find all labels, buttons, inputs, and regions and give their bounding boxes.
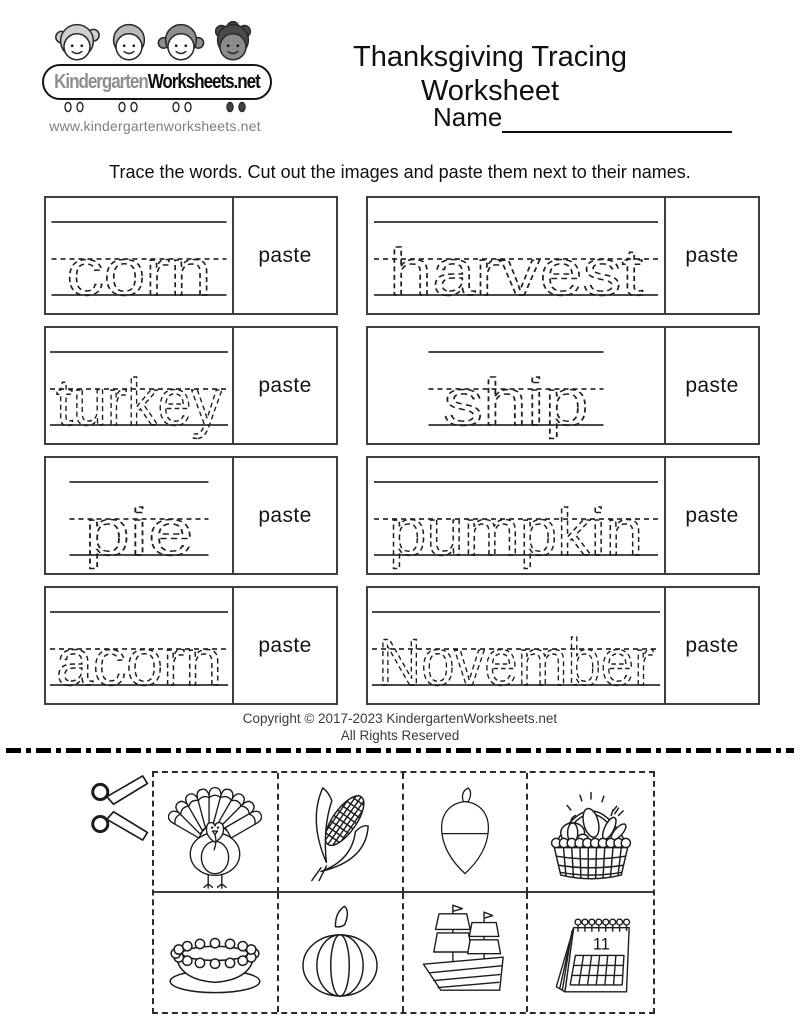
cut-image-ship <box>404 893 529 1013</box>
kids-feet-icon <box>42 99 267 115</box>
cut-image-harvest-basket <box>528 773 653 893</box>
paste-area: paste <box>664 198 758 313</box>
trace-word-area <box>368 588 664 703</box>
pie-art <box>159 901 271 1004</box>
cut-image-calendar <box>528 893 653 1013</box>
cut-image-pie <box>154 893 279 1013</box>
paste-area: paste <box>232 588 336 703</box>
tracing-word-svg <box>46 198 232 313</box>
copyright-line-2: All Rights Reserved <box>340 728 460 743</box>
paste-area: paste <box>664 328 758 443</box>
acorn-art <box>421 784 509 880</box>
tracing-word-svg <box>368 588 664 703</box>
scissors-icon <box>88 768 154 848</box>
tracing-box-acorn <box>44 586 338 705</box>
tracing-word-svg <box>46 328 232 443</box>
logo-url: www.kindergartenworksheets.net <box>49 118 261 134</box>
corn-art <box>290 777 390 886</box>
tracing-word-svg <box>46 588 232 703</box>
harvest-basket-art <box>536 777 646 887</box>
traceable-word: turkey <box>56 365 222 439</box>
traceable-word: corn <box>66 235 212 309</box>
brand-black-part: Worksheets.net <box>147 70 260 93</box>
brand-text <box>54 71 260 94</box>
brand-gray-part: Kindergarten <box>54 70 148 93</box>
name-blank-line <box>502 103 732 133</box>
traceable-word: acorn <box>56 625 222 699</box>
cut-image-turkey <box>154 773 279 893</box>
tracing-box-ship <box>366 326 760 445</box>
ship-art <box>413 900 517 1004</box>
traceable-word: November <box>378 625 654 699</box>
trace-word-area <box>368 198 664 313</box>
logo-box <box>42 64 272 100</box>
cut-images-grid <box>152 771 655 1014</box>
tracing-box-pie <box>44 456 338 575</box>
tracing-word-svg <box>368 328 664 443</box>
cut-dashed-line <box>6 748 794 753</box>
traceable-word: ship <box>443 365 589 439</box>
tracing-box-pumpkin <box>366 456 760 575</box>
turkey-art <box>168 774 262 889</box>
paste-area: paste <box>232 328 336 443</box>
tracing-box-harvest <box>366 196 760 315</box>
paste-area: paste <box>664 588 758 703</box>
paste-area: paste <box>232 198 336 313</box>
calendar-date-label: 11 <box>592 935 610 954</box>
trace-word-area <box>368 328 664 443</box>
trace-word-area <box>46 588 232 703</box>
instruction-text: Trace the words. Cut out the images and paste them next to their names. <box>109 162 691 182</box>
tracing-word-svg <box>46 458 232 573</box>
tracing-box-corn <box>44 196 338 315</box>
trace-word-area <box>46 198 232 313</box>
traceable-word: pie <box>84 495 194 569</box>
kids-heads-icon <box>42 14 267 66</box>
trace-word-area <box>368 458 664 573</box>
page-title: Thanksgiving Tracing Worksheet <box>352 41 628 107</box>
tracing-word-svg <box>368 198 664 313</box>
paste-area: paste <box>664 458 758 573</box>
tracing-box-turkey <box>44 326 338 445</box>
tracing-word-svg <box>368 458 664 573</box>
name-label: Name <box>433 102 503 132</box>
tracing-box-november <box>366 586 760 705</box>
name-row <box>433 102 732 133</box>
calendar-art <box>539 900 643 1004</box>
cut-image-corn <box>279 773 404 893</box>
cut-image-pumpkin <box>279 893 404 1013</box>
traceable-word: harvest <box>389 235 643 309</box>
cut-image-acorn <box>404 773 529 893</box>
copyright-line-1: Copyright © 2017-2023 KindergartenWorksheets.net <box>242 711 558 726</box>
trace-word-area <box>46 458 232 573</box>
paste-area: paste <box>232 458 336 573</box>
pumpkin-art <box>289 897 391 1008</box>
traceable-word: pumpkin <box>389 495 643 569</box>
trace-word-area <box>46 328 232 443</box>
